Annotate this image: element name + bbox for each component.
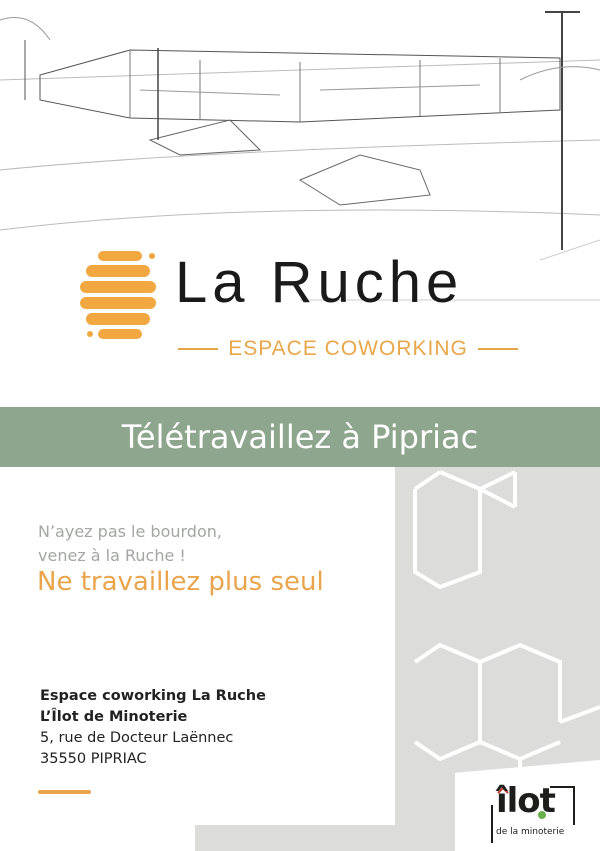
- headline: Ne travaillez plus seul: [37, 567, 324, 597]
- beehive-logo-icon: [78, 245, 168, 343]
- ilot-minoterie-logo: [490, 781, 576, 845]
- ilot-subtitle: de la minoterie: [496, 827, 565, 837]
- divider: [478, 348, 518, 350]
- tagline-line2: venez à la Ruche !: [38, 546, 186, 565]
- logo-title: La Ruche: [175, 250, 464, 315]
- address-block: [40, 686, 266, 770]
- tagline-line1: N’ayez pas le bourdon,: [38, 522, 222, 541]
- address-name: Espace coworking La Ruche: [40, 688, 266, 704]
- logo-subtitle-text: ESPACE COWORKING: [228, 337, 468, 360]
- address-place: L’Îlot de Minoterie: [40, 709, 188, 725]
- banner-title: Télétravaillez à Pipriac: [0, 407, 600, 467]
- address-city: 35550 PIPRIAC: [40, 751, 147, 767]
- accent-bar: [38, 790, 91, 794]
- address-street: 5, rue de Docteur Laënnec: [40, 730, 234, 746]
- tagline: [38, 520, 222, 568]
- ilot-word: îlot: [496, 781, 555, 821]
- logo-subtitle: [178, 337, 518, 361]
- divider: [178, 348, 218, 350]
